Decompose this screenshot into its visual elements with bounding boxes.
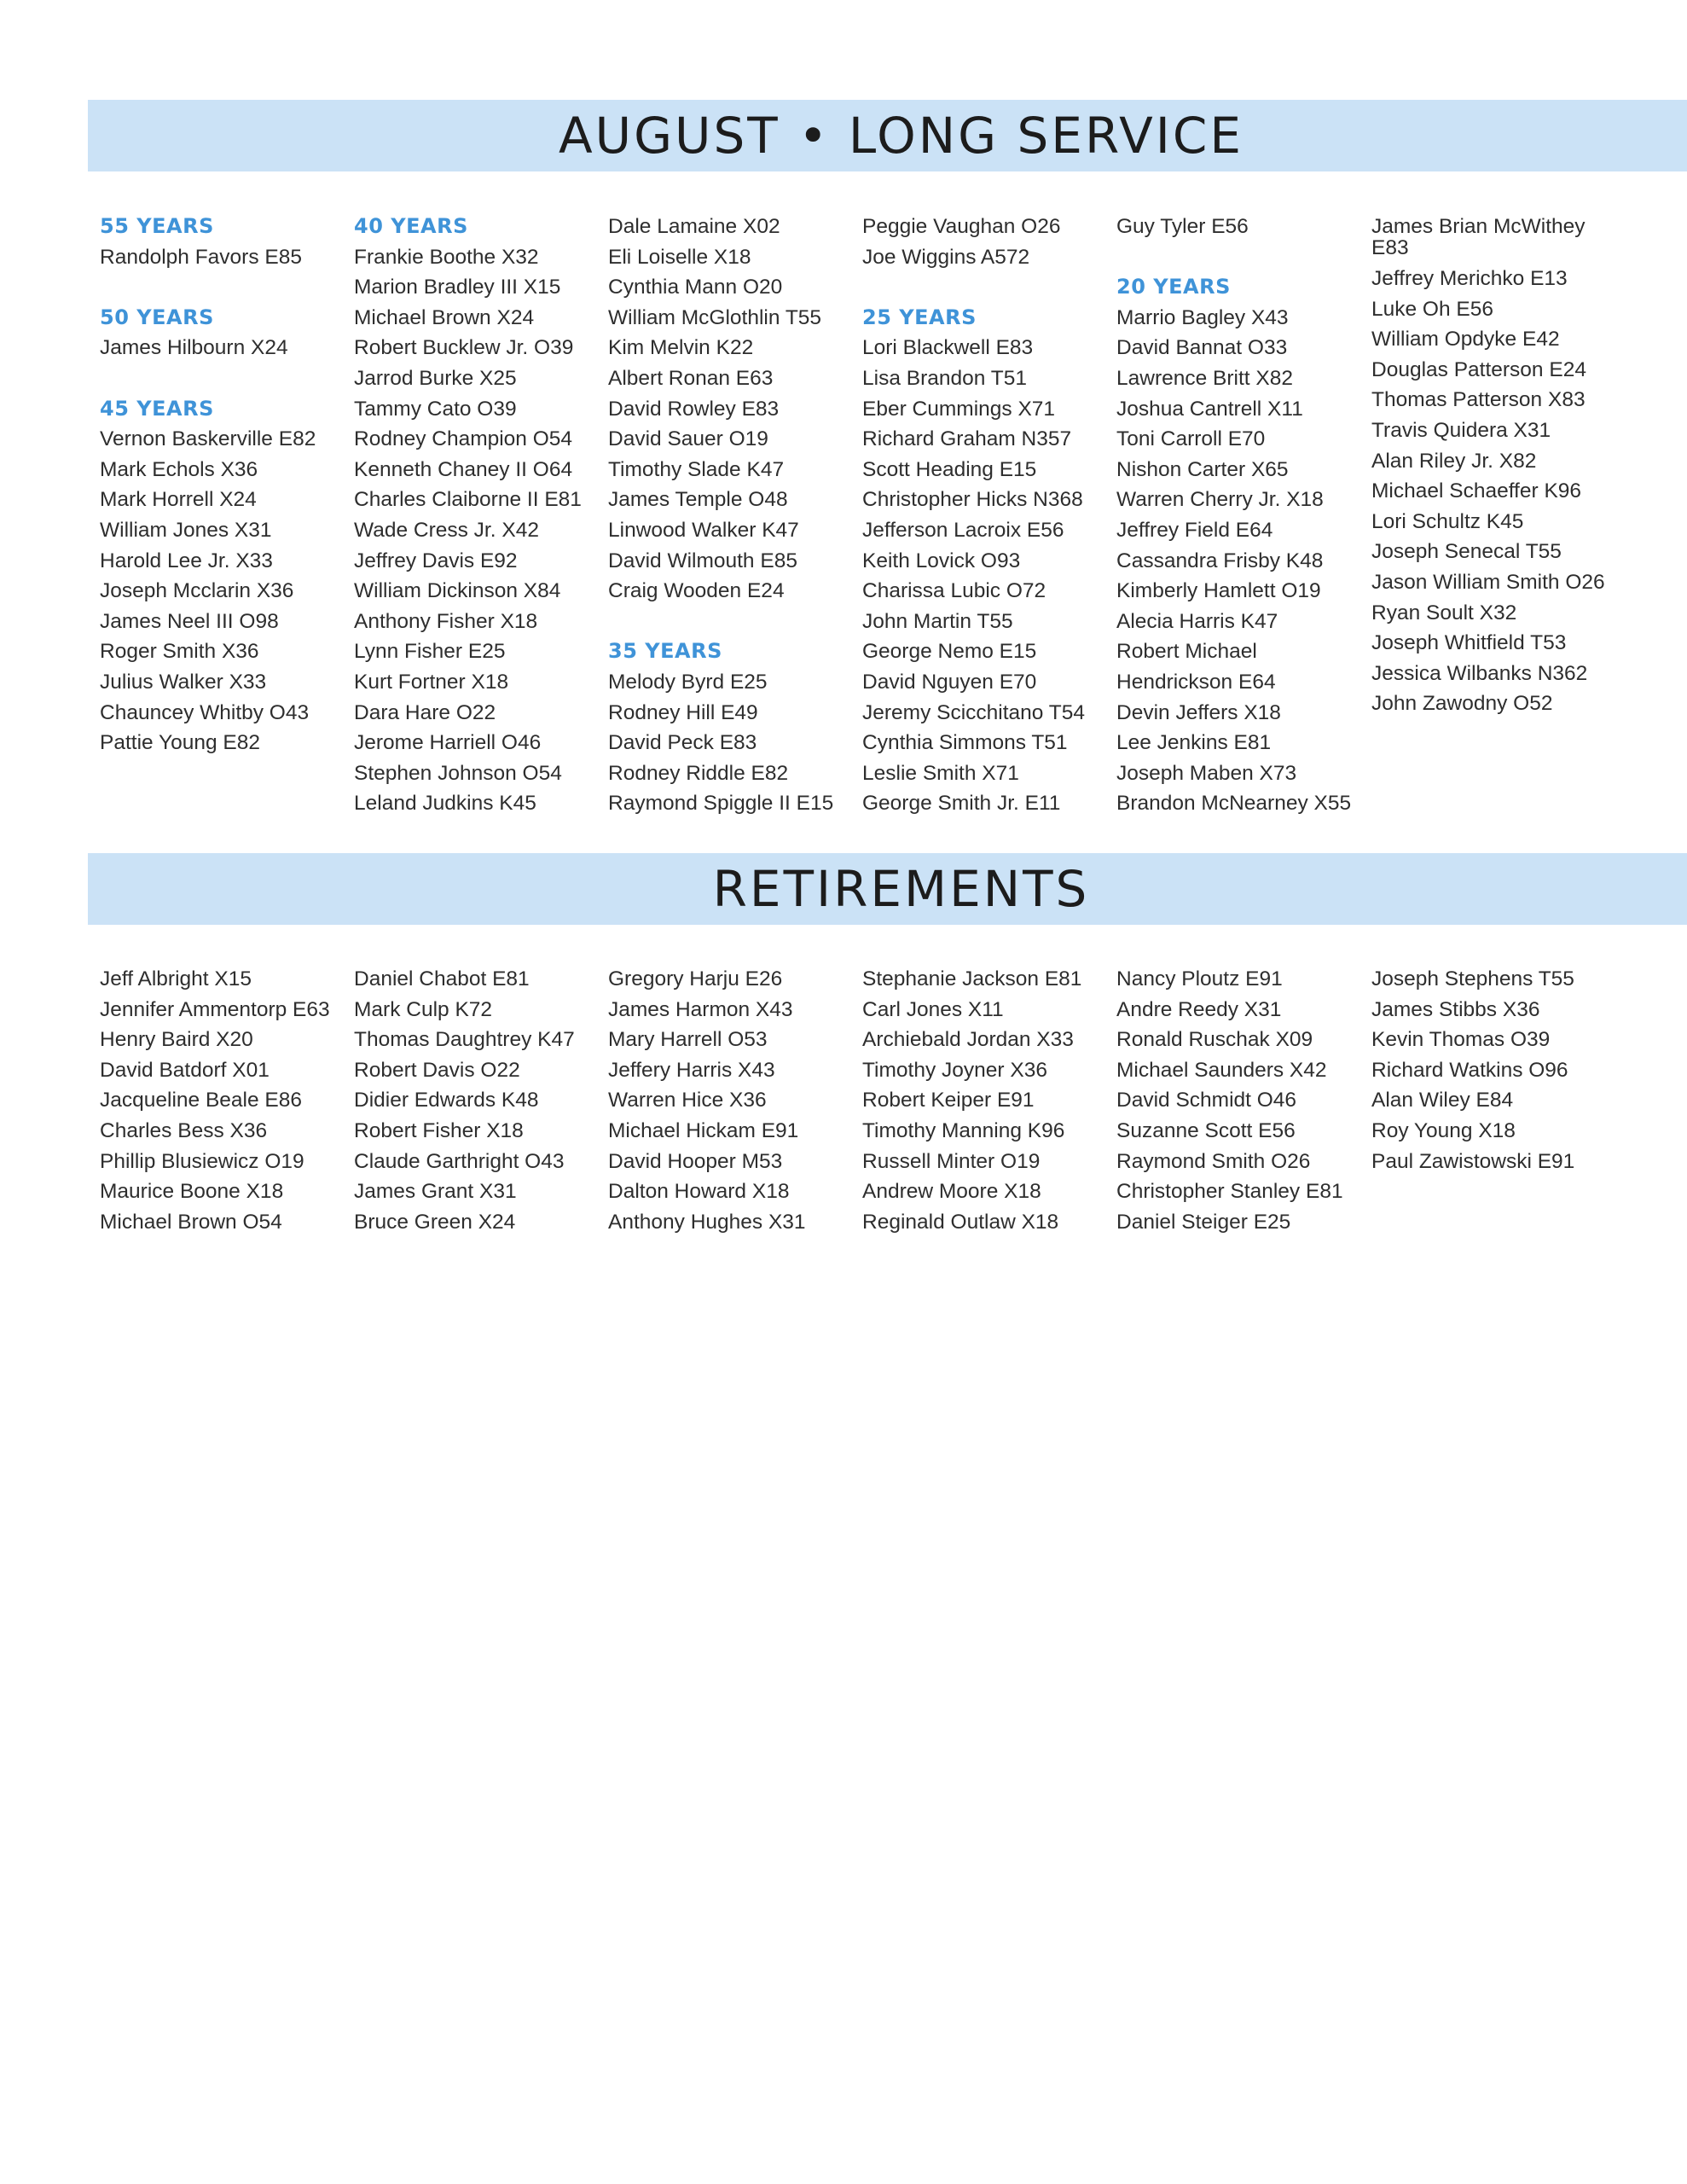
honoree-name: David Schmidt O46 (1116, 1089, 1297, 1112)
honoree-name: Alan Riley Jr. X82 (1371, 449, 1537, 473)
honoree-name: Jennifer Ammentorp E63 (100, 997, 330, 1021)
honoree-name: Rodney Champion O54 (354, 427, 573, 451)
years-heading: 25 YEARS (862, 305, 977, 329)
honoree-name: Linwood Walker K47 (608, 518, 799, 542)
honoree-name: Dale Lamaine X02 (608, 215, 780, 238)
honoree-name: Lee Jenkins E81 (1116, 731, 1272, 755)
honoree-name: Archiebald Jordan X33 (862, 1028, 1074, 1052)
honoree-name: Michael Brown O54 (100, 1210, 282, 1234)
honoree-name: Gregory Harju E26 (608, 967, 783, 990)
honoree-name: Warren Hice X36 (608, 1089, 767, 1112)
honoree-name: Rodney Hill E49 (608, 700, 758, 724)
honoree-name: Devin Jeffers X18 (1116, 700, 1281, 724)
honoree-name: David Wilmouth E85 (608, 549, 797, 572)
honoree-name: Jarrod Burke X25 (354, 366, 517, 390)
honoree-name: James Brian McWithey E83 (1371, 215, 1586, 259)
honoree-name: Leslie Smith X71 (862, 761, 1019, 785)
spacer (608, 607, 855, 637)
honoree-name: Jeffrey Field E64 (1116, 518, 1273, 542)
honoree-name: Cynthia Simmons T51 (862, 731, 1068, 755)
honoree-name: Robert Davis O22 (354, 1058, 520, 1082)
honoree-name: Joshua Cantrell X11 (1116, 397, 1303, 421)
retirements-column (1371, 964, 1619, 1176)
honoree-name: Charles Bess X36 (100, 1118, 268, 1142)
honoree-name: Kevin Thomas O39 (1371, 1028, 1551, 1052)
honoree-name: Alan Wiley E84 (1371, 1089, 1514, 1112)
honoree-name: Randolph Favors E85 (100, 245, 302, 269)
retirements-title: RETIREMENTS (712, 860, 1090, 918)
spacer (100, 272, 347, 303)
honoree-name: Kenneth Chaney II O64 (354, 457, 573, 481)
honoree-name: Joseph Stephens T55 (1371, 967, 1574, 990)
honoree-name: Russell Minter O19 (862, 1149, 1041, 1173)
honoree-name: Pattie Young E82 (100, 731, 261, 755)
honoree-name: Andre Reedy X31 (1116, 997, 1282, 1021)
honoree-name: Leland Judkins K45 (354, 792, 536, 816)
years-heading: 55 YEARS (100, 214, 214, 238)
honoree-name: Joseph Whitfield T53 (1371, 631, 1567, 655)
honoree-name: Kim Melvin K22 (608, 336, 754, 360)
honoree-name: Mark Echols X36 (100, 457, 258, 481)
honoree-name: Travis Quidera X31 (1371, 418, 1551, 442)
honoree-name: Anthony Hughes X31 (608, 1210, 806, 1234)
honoree-name: Peggie Vaughan O26 (862, 215, 1061, 238)
honoree-name: Stephanie Jackson E81 (862, 967, 1082, 990)
long-service-column (100, 212, 347, 758)
retirements-column (354, 964, 601, 1237)
honoree-name: Raymond Smith O26 (1116, 1149, 1311, 1173)
long-service-column (862, 212, 1110, 819)
honoree-name: John Zawodny O52 (1371, 692, 1553, 716)
honoree-name: Kimberly Hamlett O19 (1116, 579, 1321, 603)
honoree-name: Tammy Cato O39 (354, 397, 517, 421)
honoree-name: Luke Oh E56 (1371, 297, 1494, 321)
honoree-name: Daniel Steiger E25 (1116, 1210, 1291, 1234)
honoree-name: James Harmon X43 (608, 997, 793, 1021)
honoree-name: David Peck E83 (608, 731, 757, 755)
long-service-banner (88, 100, 1687, 171)
honoree-name: Albert Ronan E63 (608, 366, 774, 390)
honoree-name: Wade Cress Jr. X42 (354, 518, 539, 542)
honoree-name: Douglas Patterson E24 (1371, 357, 1586, 381)
honoree-name: Jeffrey Merichko E13 (1371, 267, 1568, 290)
honoree-name: Hendrickson E64 (1116, 670, 1276, 694)
honoree-name: Marrio Bagley X43 (1116, 305, 1289, 329)
honoree-name: Nancy Ploutz E91 (1116, 967, 1283, 990)
honoree-name: Charles Claiborne II E81 (354, 488, 582, 512)
honoree-name: Lori Schultz K45 (1371, 509, 1524, 533)
honoree-name: Bruce Green X24 (354, 1210, 516, 1234)
honoree-name: Scott Heading E15 (862, 457, 1037, 481)
honoree-name: James Stibbs X36 (1371, 997, 1540, 1021)
honoree-name: Chauncey Whitby O43 (100, 700, 310, 724)
honoree-name: Richard Graham N357 (862, 427, 1072, 451)
honoree-name: Jeffery Harris X43 (608, 1058, 775, 1082)
honoree-name: Kurt Fortner X18 (354, 670, 509, 694)
honoree-name: Jacqueline Beale E86 (100, 1089, 303, 1112)
honoree-name: Lynn Fisher E25 (354, 640, 506, 664)
honoree-name: Lori Blackwell E83 (862, 336, 1034, 360)
honoree-name: Dalton Howard X18 (608, 1180, 790, 1204)
honoree-name: Guy Tyler E56 (1116, 215, 1249, 238)
years-heading: 35 YEARS (608, 639, 722, 664)
honoree-name: Ryan Soult X32 (1371, 601, 1517, 624)
honoree-name: Joseph Senecal T55 (1371, 540, 1562, 564)
honoree-name: Jessica Wilbanks N362 (1371, 661, 1588, 685)
honoree-name: Cassandra Frisby K48 (1116, 549, 1324, 572)
honoree-name: Thomas Daughtrey K47 (354, 1028, 575, 1052)
honoree-name: Rodney Riddle E82 (608, 761, 789, 785)
honoree-name: Christopher Stanley E81 (1116, 1180, 1343, 1204)
spacer (100, 363, 347, 394)
honoree-name: James Temple O48 (608, 488, 788, 512)
honoree-name: Ronald Ruschak X09 (1116, 1028, 1313, 1052)
honoree-name: Keith Lovick O93 (862, 549, 1021, 572)
honoree-name: Warren Cherry Jr. X18 (1116, 488, 1324, 512)
honoree-name: Joseph Mcclarin X36 (100, 579, 294, 603)
honoree-name: Michael Schaeffer K96 (1371, 479, 1582, 503)
honoree-name: Maurice Boone X18 (100, 1180, 284, 1204)
honoree-name: James Neel III O98 (100, 609, 279, 633)
honoree-name: William McGlothlin T55 (608, 305, 822, 329)
honoree-name: Anthony Fisher X18 (354, 609, 538, 633)
spacer (1116, 242, 1364, 273)
honoree-name: Julius Walker X33 (100, 670, 267, 694)
long-service-column (608, 212, 855, 819)
honoree-name: Christopher Hicks N368 (862, 488, 1083, 512)
honoree-name: Daniel Chabot E81 (354, 967, 530, 990)
long-service-column (354, 212, 601, 819)
honoree-name: James Grant X31 (354, 1180, 517, 1204)
honoree-name: Paul Zawistowski E91 (1371, 1149, 1575, 1173)
honoree-name: Robert Fisher X18 (354, 1118, 524, 1142)
honoree-name: Vernon Baskerville E82 (100, 427, 316, 451)
honoree-name: David Nguyen E70 (862, 670, 1037, 694)
spacer (862, 272, 1110, 303)
honoree-name: Joseph Maben X73 (1116, 761, 1297, 785)
honoree-name: Stephen Johnson O54 (354, 761, 562, 785)
honoree-name: Michael Hickam E91 (608, 1118, 799, 1142)
honoree-name: David Sauer O19 (608, 427, 768, 451)
honoree-name: Eber Cummings X71 (862, 397, 1056, 421)
honoree-name: Thomas Patterson X83 (1371, 388, 1586, 412)
honoree-name: Phillip Blusiewicz O19 (100, 1149, 304, 1173)
honoree-name: Harold Lee Jr. X33 (100, 549, 273, 572)
long-service-column (1371, 212, 1619, 719)
honoree-name: Timothy Joyner X36 (862, 1058, 1047, 1082)
honoree-name: Cynthia Mann O20 (608, 276, 783, 299)
honoree-name: Henry Baird X20 (100, 1028, 253, 1052)
honoree-name: Claude Garthright O43 (354, 1149, 565, 1173)
honoree-name: Frankie Boothe X32 (354, 245, 539, 269)
honoree-name: Richard Watkins O96 (1371, 1058, 1568, 1082)
honoree-name: Robert Michael (1116, 640, 1257, 664)
honoree-name: Brandon McNearney X55 (1116, 792, 1352, 816)
honoree-name: Robert Bucklew Jr. O39 (354, 336, 574, 360)
retirements-column (1116, 964, 1364, 1237)
honoree-name: George Nemo E15 (862, 640, 1037, 664)
retirements-column (100, 964, 347, 1237)
honoree-name: George Smith Jr. E11 (862, 792, 1061, 816)
years-heading: 50 YEARS (100, 305, 214, 329)
honoree-name: Lisa Brandon T51 (862, 366, 1027, 390)
honoree-name: Melody Byrd E25 (608, 670, 768, 694)
honoree-name: Mark Culp K72 (354, 997, 493, 1021)
honoree-name: Toni Carroll E70 (1116, 427, 1266, 451)
honoree-name: Timothy Manning K96 (862, 1118, 1065, 1142)
honoree-name: Jeremy Scicchitano T54 (862, 700, 1085, 724)
honoree-name: Michael Brown X24 (354, 305, 535, 329)
honoree-name: David Hooper M53 (608, 1149, 783, 1173)
honoree-name: Craig Wooden E24 (608, 579, 785, 603)
honoree-name: William Opdyke E42 (1371, 328, 1560, 351)
honoree-name: Jerome Harriell O46 (354, 731, 542, 755)
honoree-name: John Martin T55 (862, 609, 1013, 633)
retirements-column (608, 964, 855, 1237)
honoree-name: Nishon Carter X65 (1116, 457, 1289, 481)
honoree-name: William Jones X31 (100, 518, 272, 542)
honoree-name: Roy Young X18 (1371, 1118, 1516, 1142)
honoree-name: Jason William Smith O26 (1371, 570, 1605, 594)
honoree-name: David Rowley E83 (608, 397, 780, 421)
honoree-name: Jeff Albright X15 (100, 967, 252, 990)
honoree-name: Joe Wiggins A572 (862, 245, 1030, 269)
years-heading: 45 YEARS (100, 396, 214, 421)
honoree-name: Carl Jones X11 (862, 997, 1004, 1021)
honoree-name: Lawrence Britt X82 (1116, 366, 1293, 390)
honoree-name: Michael Saunders X42 (1116, 1058, 1327, 1082)
honoree-name: Reginald Outlaw X18 (862, 1210, 1059, 1234)
honoree-name: Roger Smith X36 (100, 640, 259, 664)
long-service-title: AUGUST • LONG SERVICE (558, 107, 1244, 165)
honoree-name: Mark Horrell X24 (100, 488, 257, 512)
honoree-name: Mary Harrell O53 (608, 1028, 768, 1052)
honoree-name: Raymond Spiggle II E15 (608, 792, 834, 816)
honoree-name: Charissa Lubic O72 (862, 579, 1046, 603)
retirements-column (862, 964, 1110, 1237)
honoree-name: Eli Loiselle X18 (608, 245, 751, 269)
honoree-name: David Batdorf X01 (100, 1058, 270, 1082)
honoree-name: James Hilbourn X24 (100, 336, 288, 360)
honoree-name: Suzanne Scott E56 (1116, 1118, 1296, 1142)
honoree-name: William Dickinson X84 (354, 579, 561, 603)
honoree-name: David Bannat O33 (1116, 336, 1288, 360)
honoree-name: Marion Bradley III X15 (354, 276, 561, 299)
honoree-name: Didier Edwards K48 (354, 1089, 539, 1112)
years-heading: 20 YEARS (1116, 275, 1231, 299)
long-service-column (1116, 212, 1364, 819)
honoree-name: Jeffrey Davis E92 (354, 549, 518, 572)
honoree-name: Alecia Harris K47 (1116, 609, 1278, 633)
honoree-name: Jefferson Lacroix E56 (862, 518, 1064, 542)
honoree-name: Timothy Slade K47 (608, 457, 785, 481)
years-heading: 40 YEARS (354, 214, 468, 238)
honoree-name: Dara Hare O22 (354, 700, 496, 724)
honoree-name: Robert Keiper E91 (862, 1089, 1035, 1112)
retirements-banner (88, 853, 1687, 925)
honoree-name: Andrew Moore X18 (862, 1180, 1041, 1204)
